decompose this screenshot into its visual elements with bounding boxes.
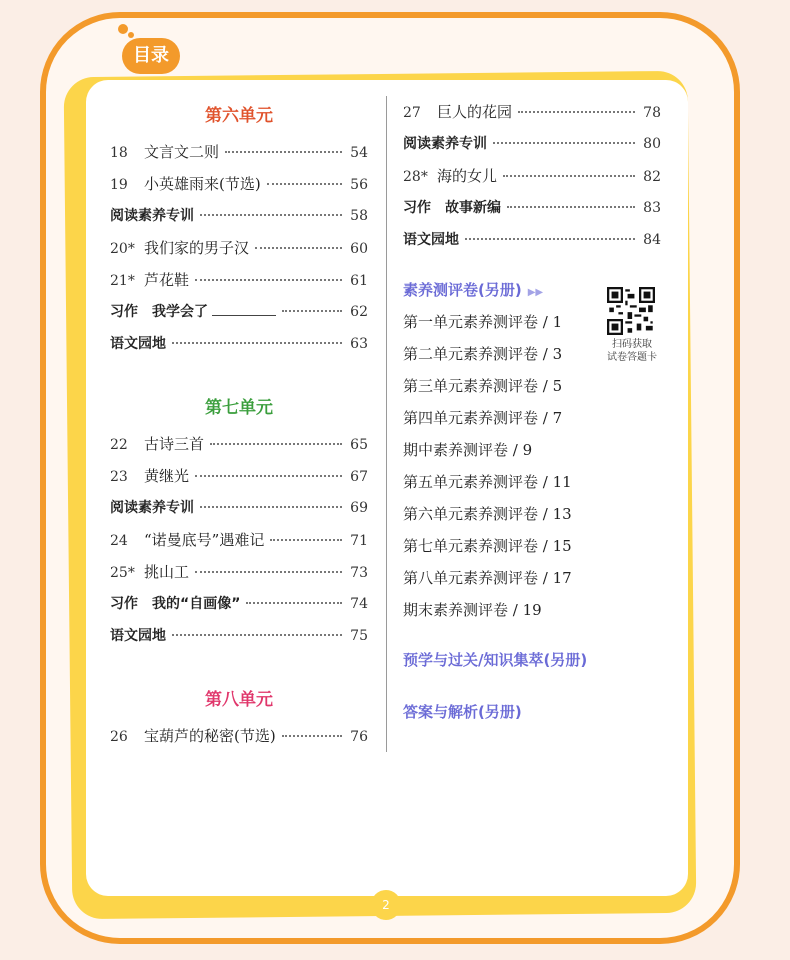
- badge-dot-icon: [118, 24, 128, 34]
- lesson-number: 21*: [110, 273, 135, 289]
- toc-row[interactable]: [110, 492, 368, 524]
- toc-row[interactable]: [110, 460, 368, 492]
- leader-dots: [267, 183, 342, 185]
- qr-code-icon[interactable]: [607, 287, 655, 335]
- test-paper-item[interactable]: 第七单元素养测评卷 / 15: [403, 537, 572, 555]
- page-ref: 65: [350, 437, 368, 453]
- lesson-title: “诺曼底号”遇难记: [144, 531, 265, 549]
- page-ref: 71: [350, 533, 368, 549]
- leader-dots: [503, 175, 635, 177]
- leader-dots: [465, 238, 635, 240]
- lesson-title: 黄继光: [144, 467, 190, 485]
- lesson-number: 18: [110, 145, 128, 161]
- toc-row[interactable]: [110, 588, 368, 620]
- leader-dots: [172, 634, 342, 636]
- lesson-number: 28*: [403, 169, 428, 185]
- test-paper-item[interactable]: 第四单元素养测评卷 / 7: [403, 409, 563, 427]
- toc-row[interactable]: [403, 128, 661, 160]
- lesson-title: 语文园地: [110, 336, 166, 352]
- contents-badge: 目录: [122, 38, 180, 74]
- leader-dots: [518, 111, 635, 113]
- test-paper-item[interactable]: 期末素养测评卷 / 19: [403, 601, 542, 619]
- page-ref: 60: [350, 241, 368, 257]
- toc-row[interactable]: [403, 224, 661, 256]
- leader-dots: [493, 142, 635, 144]
- test-paper-item[interactable]: 第三单元素养测评卷 / 5: [403, 377, 563, 395]
- tests-section-label: 素养测评卷(另册): [403, 281, 522, 299]
- lesson-title: 海的女儿: [437, 167, 498, 185]
- toc-row[interactable]: [110, 136, 368, 168]
- page-number: 2: [371, 890, 401, 920]
- toc-row[interactable]: [403, 192, 661, 224]
- toc-row[interactable]: [110, 200, 368, 232]
- page-ref: 69: [350, 500, 368, 516]
- unit-7-title: 第七单元: [205, 398, 273, 418]
- unit-6-list: [110, 136, 368, 360]
- lesson-number: 27: [403, 105, 421, 121]
- page-ref: 84: [643, 232, 661, 248]
- page-ref: 74: [350, 596, 368, 612]
- lesson-number: 22: [110, 437, 128, 453]
- toc-row[interactable]: [403, 96, 661, 128]
- lesson-title: 习作 我的“自画像”: [110, 596, 241, 612]
- unit-7-list: [110, 428, 368, 652]
- double-arrow-icon: ▶▶: [527, 287, 544, 298]
- leader-dots: [282, 310, 342, 312]
- toc-row[interactable]: [110, 620, 368, 652]
- toc-row[interactable]: [110, 232, 368, 264]
- lesson-title: 阅读素养专训: [403, 136, 487, 152]
- page-ref: 75: [350, 628, 368, 644]
- page-ref: 67: [350, 469, 368, 485]
- badge-dot-icon: [128, 32, 134, 38]
- leader-dots: [200, 506, 342, 508]
- leader-dots: [507, 206, 635, 208]
- answers-section-title: 答案与解析(另册): [403, 703, 522, 721]
- leader-dots: [270, 539, 342, 541]
- lesson-title: 阅读素养专训: [110, 500, 194, 516]
- page-ref: 83: [643, 200, 661, 216]
- page-ref: 58: [350, 208, 368, 224]
- page-ref: 61: [350, 273, 368, 289]
- page-ref: 62: [350, 304, 368, 320]
- left-column: [110, 96, 368, 752]
- right-column: [403, 96, 661, 728]
- toc-row[interactable]: [110, 556, 368, 588]
- test-paper-item[interactable]: 第一单元素养测评卷 / 1: [403, 313, 563, 331]
- page-ref: 63: [350, 336, 368, 352]
- toc-row[interactable]: [110, 328, 368, 360]
- unit-8-title: 第八单元: [205, 690, 273, 710]
- page-ref: 82: [643, 169, 661, 185]
- lesson-title: 语文园地: [110, 628, 166, 644]
- page-ref: 80: [643, 136, 661, 152]
- lesson-number: 24: [110, 533, 128, 549]
- unit-6-title: 第六单元: [205, 106, 273, 126]
- test-paper-item[interactable]: 第六单元素养测评卷 / 13: [403, 505, 572, 523]
- toc-row[interactable]: [110, 524, 368, 556]
- toc-row[interactable]: [110, 720, 368, 752]
- lesson-title: 习作 我学会了: [110, 304, 208, 320]
- leader-dots: [195, 475, 342, 477]
- leader-dots: [195, 571, 342, 573]
- toc-row[interactable]: [110, 428, 368, 460]
- toc-row[interactable]: [403, 160, 661, 192]
- toc-row[interactable]: [110, 296, 368, 328]
- preview-section-title: 预学与过关/知识集萃(另册): [403, 651, 588, 669]
- page-ref: 76: [350, 729, 368, 745]
- lesson-title: 古诗三首: [144, 435, 205, 453]
- leader-dots: [200, 214, 342, 216]
- leader-dots: [210, 443, 342, 445]
- lesson-title: 语文园地: [403, 232, 459, 248]
- lesson-number: 19: [110, 177, 128, 193]
- test-paper-item[interactable]: 期中素养测评卷 / 9: [403, 441, 533, 459]
- unit-8-list: [110, 720, 368, 752]
- leader-dots: [255, 247, 342, 249]
- qr-caption: [596, 338, 668, 364]
- toc-row[interactable]: [110, 168, 368, 200]
- lesson-title: 阅读素养专训: [110, 208, 194, 224]
- unit-8-continued-list: [403, 96, 661, 256]
- lesson-title: 小英雄雨来(节选): [144, 175, 261, 193]
- lesson-title: 我们家的男子汉: [144, 239, 250, 257]
- leader-dots: [225, 151, 342, 153]
- page-ref: 54: [350, 145, 368, 161]
- page-ref: 78: [643, 105, 661, 121]
- fill-in-blank: [212, 299, 276, 316]
- leader-dots: [246, 602, 342, 604]
- test-paper-item[interactable]: 第八单元素养测评卷 / 17: [403, 569, 572, 587]
- leader-dots: [282, 735, 342, 737]
- lesson-title: 文言文二则: [144, 143, 220, 161]
- qr-caption-line-1: 扫码获取: [612, 339, 652, 350]
- qr-caption-line-2: 试卷答题卡: [607, 352, 657, 363]
- lesson-number: 23: [110, 469, 128, 485]
- lesson-title: 挑山工: [144, 563, 190, 581]
- lesson-title: 习作 故事新编: [403, 200, 501, 216]
- leader-dots: [195, 279, 342, 281]
- page-ref: 73: [350, 565, 368, 581]
- lesson-number: 26: [110, 729, 128, 745]
- test-paper-item[interactable]: 第五单元素养测评卷 / 11: [403, 473, 572, 491]
- lesson-title: 巨人的花园: [437, 103, 513, 121]
- lesson-number: 25*: [110, 565, 135, 581]
- lesson-title: 芦花鞋: [144, 271, 190, 289]
- toc-row[interactable]: [110, 264, 368, 296]
- lesson-title: 宝葫芦的秘密(节选): [144, 727, 276, 745]
- lesson-number: 20*: [110, 241, 135, 257]
- page-ref: 56: [350, 177, 368, 193]
- column-divider: [386, 96, 387, 752]
- leader-dots: [172, 342, 342, 344]
- test-paper-item[interactable]: 第二单元素养测评卷 / 3: [403, 345, 563, 363]
